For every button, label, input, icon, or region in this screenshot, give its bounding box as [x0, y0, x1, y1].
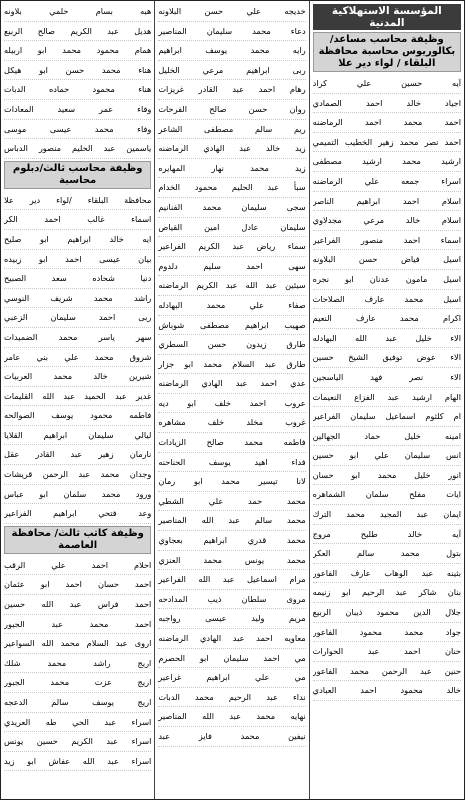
job-title-header: وظيفة محاسب مساعد/ بكالوريوس محاسبة محافظة البلقاء / لواء دير علا: [313, 32, 461, 72]
list-item: سماء رياض عبد الكريم الفراعير: [158, 237, 305, 257]
list-item: وفاء محمد عيسى موسى: [4, 120, 151, 140]
names-list: [4, 556, 151, 772]
list-item: الاء عوض توفيق الشيخ حسين: [313, 348, 461, 368]
list-item: غروب مخلد خلف مشاهره: [158, 413, 305, 433]
list-item: نيفين محمد فايز عبد: [158, 727, 305, 747]
list-item: امينه خليل حماد الجهالين: [313, 427, 461, 447]
section: [4, 2, 151, 159]
names-list: [313, 74, 461, 701]
list-item: هناء محمود حماده الدبات: [4, 80, 151, 100]
list-item: حنان احمد عبد الحوارات: [313, 642, 461, 662]
list-item: احمد محمد عبد الجبور: [4, 615, 151, 635]
list-item: مريم وليد عيسى رواجبه: [158, 609, 305, 629]
list-item: سليمان عادل امين القياص: [158, 218, 305, 238]
list-item: خديجه علي حسن البلاونه: [158, 2, 305, 22]
list-item: الهام ارشيد عبد الفزاع النعيمات: [313, 388, 461, 408]
list-item: نهايه محمد عبد الله المناصير: [158, 707, 305, 727]
column-1: [310, 1, 464, 799]
list-item: همام محمود محمد ابو اربيله: [4, 41, 151, 61]
list-item: رايه محمد يوسف ابراهيم: [158, 41, 305, 61]
list-item: محمد يونس محمد العنزي: [158, 551, 305, 571]
list-item: شروق محمد علي بني عامر: [4, 348, 151, 368]
list-item: معاويه احمد عبد الهادي الرماضنه: [158, 629, 305, 649]
list-item: ريم سالم مصطفى الشاعر: [158, 120, 305, 140]
list-item: اسراء عبد الله عفاش ابو زيد: [4, 752, 151, 772]
list-item: احمد محمد احمد الرماضنه: [313, 113, 461, 133]
list-item: آيه خالد طليح مروج: [313, 525, 461, 545]
list-item: طارق زيدون حسن السطري: [158, 335, 305, 355]
list-item: طارق عبد السلام محمد ابو جزار: [158, 355, 305, 375]
list-item: مي احمد سليمان ابو الحصرم: [158, 649, 305, 669]
list-item: روان حسن صالح الفرحات: [158, 100, 305, 120]
list-item: حنين عبد الرحمن محمد الفاعور: [313, 662, 461, 682]
list-item: نداء عبد الرحيم محمد الدبات: [158, 688, 305, 708]
list-item: لانا تيسير محمد ابو رمان: [158, 472, 305, 492]
list-item: آيه حسين علي كراد: [313, 74, 461, 94]
list-item: صهيب ابراهيم مصطفى شوباش: [158, 316, 305, 336]
list-item: اريج عزت محمد الجبور: [4, 673, 151, 693]
list-item: جلال الدين محمود ذيبان الربيع: [313, 603, 461, 623]
list-item: وفاء عمر سعيد المعادات: [4, 100, 151, 120]
list-item: ايمان عبد المجيد محمد الترك: [313, 505, 461, 525]
list-item: محمد قدري ابراهيم بعجاوي: [158, 531, 305, 551]
list-item: انور خليل محمد ابو حسان: [313, 466, 461, 486]
list-item: اروى عبد السلام محمد الله السواعير: [4, 634, 151, 654]
names-list: [4, 2, 151, 159]
list-item: دنيا شحاده سعد الصبيح: [4, 269, 151, 289]
list-item: شيرين خالد محمد العربيات: [4, 367, 151, 387]
list-item: خالد محمود احمد العبادي: [313, 681, 461, 701]
list-item: اسراء عبد الحي طه العريدي: [4, 713, 151, 733]
list-item: صفاء علي محمد البهادله: [158, 296, 305, 316]
section: [158, 2, 305, 747]
job-title-header: وظيفة كاتب ثالث/ محافظة العاصمة: [4, 526, 151, 554]
list-item: الاء نصر فهد الياسجين: [313, 368, 461, 388]
list-item: ايه خالد ابراهيم ابو صليح: [4, 230, 151, 250]
list-item: بتول محمد سالم العكر: [313, 544, 461, 564]
list-item: سهر ياسر محمد الضميدات: [4, 328, 151, 348]
list-item: مي علي ابراهيم غراعير: [158, 668, 305, 688]
list-item: اسيل محمد عارف الصلاحات: [313, 290, 461, 310]
list-item: بيان عيسى احمد ابو زبيده: [4, 250, 151, 270]
list-item: انس سليمان علي ابو حسين: [313, 446, 461, 466]
list-item: ياسمين عبد الحليم منصور الدباس: [4, 139, 151, 159]
list-item: اريج راشد محمد شلك: [4, 654, 151, 674]
list-item: اسماء احمد منصور الفراعير: [313, 231, 461, 251]
list-item: الاء خليل عبد الله البهادله: [313, 329, 461, 349]
column-2: [155, 1, 309, 799]
list-item: محمد حمد علي الشطي: [158, 492, 305, 512]
list-item: ام كلثوم اسماعيل سليمان الفراعير: [313, 407, 461, 427]
section: [313, 4, 461, 701]
list-item: محمد سالم عبد الله المناصير: [158, 511, 305, 531]
list-item: هناء محمد حسن ابو هيكل: [4, 61, 151, 81]
job-title-header: وظيفة محاسب ثالث/دبلوم محاسبة: [4, 161, 151, 189]
list-item: مرام اسماعيل عبد الله الفراعير: [158, 570, 305, 590]
list-item: بنان شاكر عبد الرحيم ابو زنيمه: [313, 583, 461, 603]
list-item: ايات مفلح سلمان الشماهره: [313, 485, 461, 505]
list-item: محافظة البلقاء /لواء دير علا: [4, 191, 151, 211]
list-item: اسراء عبد الكريم حسين يونس: [4, 732, 151, 752]
list-item: سجى سليمان محمد الفنانيم: [158, 198, 305, 218]
list-item: اسماء غالب احمد الكر: [4, 210, 151, 230]
list-item: زيد خالد عبد الهادي الرماضنه: [158, 139, 305, 159]
list-item: نارمان زهير عبد القادر عقل: [4, 445, 151, 465]
list-item: سيئين عبد الله عبد الكريم الرماضنه: [158, 276, 305, 296]
section: [4, 161, 151, 524]
list-item: رهام احمد عبد القادر غريزات: [158, 80, 305, 100]
list-item: وجدان محمد عبد الرحمن قريشات: [4, 465, 151, 485]
section: [4, 526, 151, 772]
list-item: احمد حسان احمد ابو عثمان: [4, 575, 151, 595]
list-item: راشد محمد شريف النوسي: [4, 289, 151, 309]
list-item: ليالي سليمان ابراهيم القلايا: [4, 426, 151, 446]
list-item: هبه بسام حلمي بلاونه: [4, 2, 151, 22]
list-item: اكرام محمد عارف النعيم: [313, 309, 461, 329]
list-item: عدي احمد عبد الهادي الرماضنه: [158, 374, 305, 394]
list-item: اسيل فياض حسن البلاونه: [313, 250, 461, 270]
list-item: زيد محمد نهار المهايره: [158, 159, 305, 179]
column-3: [1, 1, 155, 799]
list-item: احمد فراس عبد الله حسين: [4, 595, 151, 615]
list-item: هديل عبد الكريم صالح الربيع: [4, 22, 151, 42]
list-item: ارشيد محمد ارشيد مصطفى: [313, 152, 461, 172]
list-item: اسلام خالد مرعي مجدلاوي: [313, 211, 461, 231]
list-item: احمد نصر محمد زهير الخطيب التميمي: [313, 133, 461, 153]
list-item: احلام احمد علي الرقب: [4, 556, 151, 576]
list-item: اجياد خالد احمد الصمادي: [313, 94, 461, 114]
list-item: جواد محمد محمود الفاعور: [313, 623, 461, 643]
list-item: دعاء محمد سليمان المناصير: [158, 22, 305, 42]
list-item: غدير عبد الحميد عبد الله القليمات: [4, 387, 151, 407]
list-item: ورود محمد سلمان ابو عباس: [4, 485, 151, 505]
list-item: مروى سلطان ذيب المدادحه: [158, 590, 305, 610]
list-item: ربى ابراهيم مرعي الخليل: [158, 61, 305, 81]
list-item: سبأ عبد الحليم محمود الخدام: [158, 178, 305, 198]
section-header: المؤسسة الاستهلاكية المدنية: [313, 4, 461, 30]
list-item: اريج يوسف سالم الدعجه: [4, 693, 151, 713]
list-item: اسيل مامون عدنان ابو نجره: [313, 270, 461, 290]
list-item: ربى احمد سليمان الزعبي: [4, 308, 151, 328]
list-item: اسراء جمعه علي الرماضنه: [313, 172, 461, 192]
names-list: [158, 2, 305, 747]
list-item: فداء اهيد يوسف الحناحنه: [158, 453, 305, 473]
names-list: [4, 191, 151, 524]
list-item: وعد فتحي ابراهيم الفراعير: [4, 504, 151, 524]
list-item: بثينه عبد الوهاب عارف الفاعور: [313, 564, 461, 584]
list-item: فاطمه محمد صالح الزيادات: [158, 433, 305, 453]
list-item: عروب احمد خلف ابو ديه: [158, 394, 305, 414]
list-item: سهى احمد سليم دلدوم: [158, 257, 305, 277]
list-item: اسلام احمد ابراهيم الناصر: [313, 192, 461, 212]
list-item: فاطمه محمود يوسف الصوالحه: [4, 406, 151, 426]
